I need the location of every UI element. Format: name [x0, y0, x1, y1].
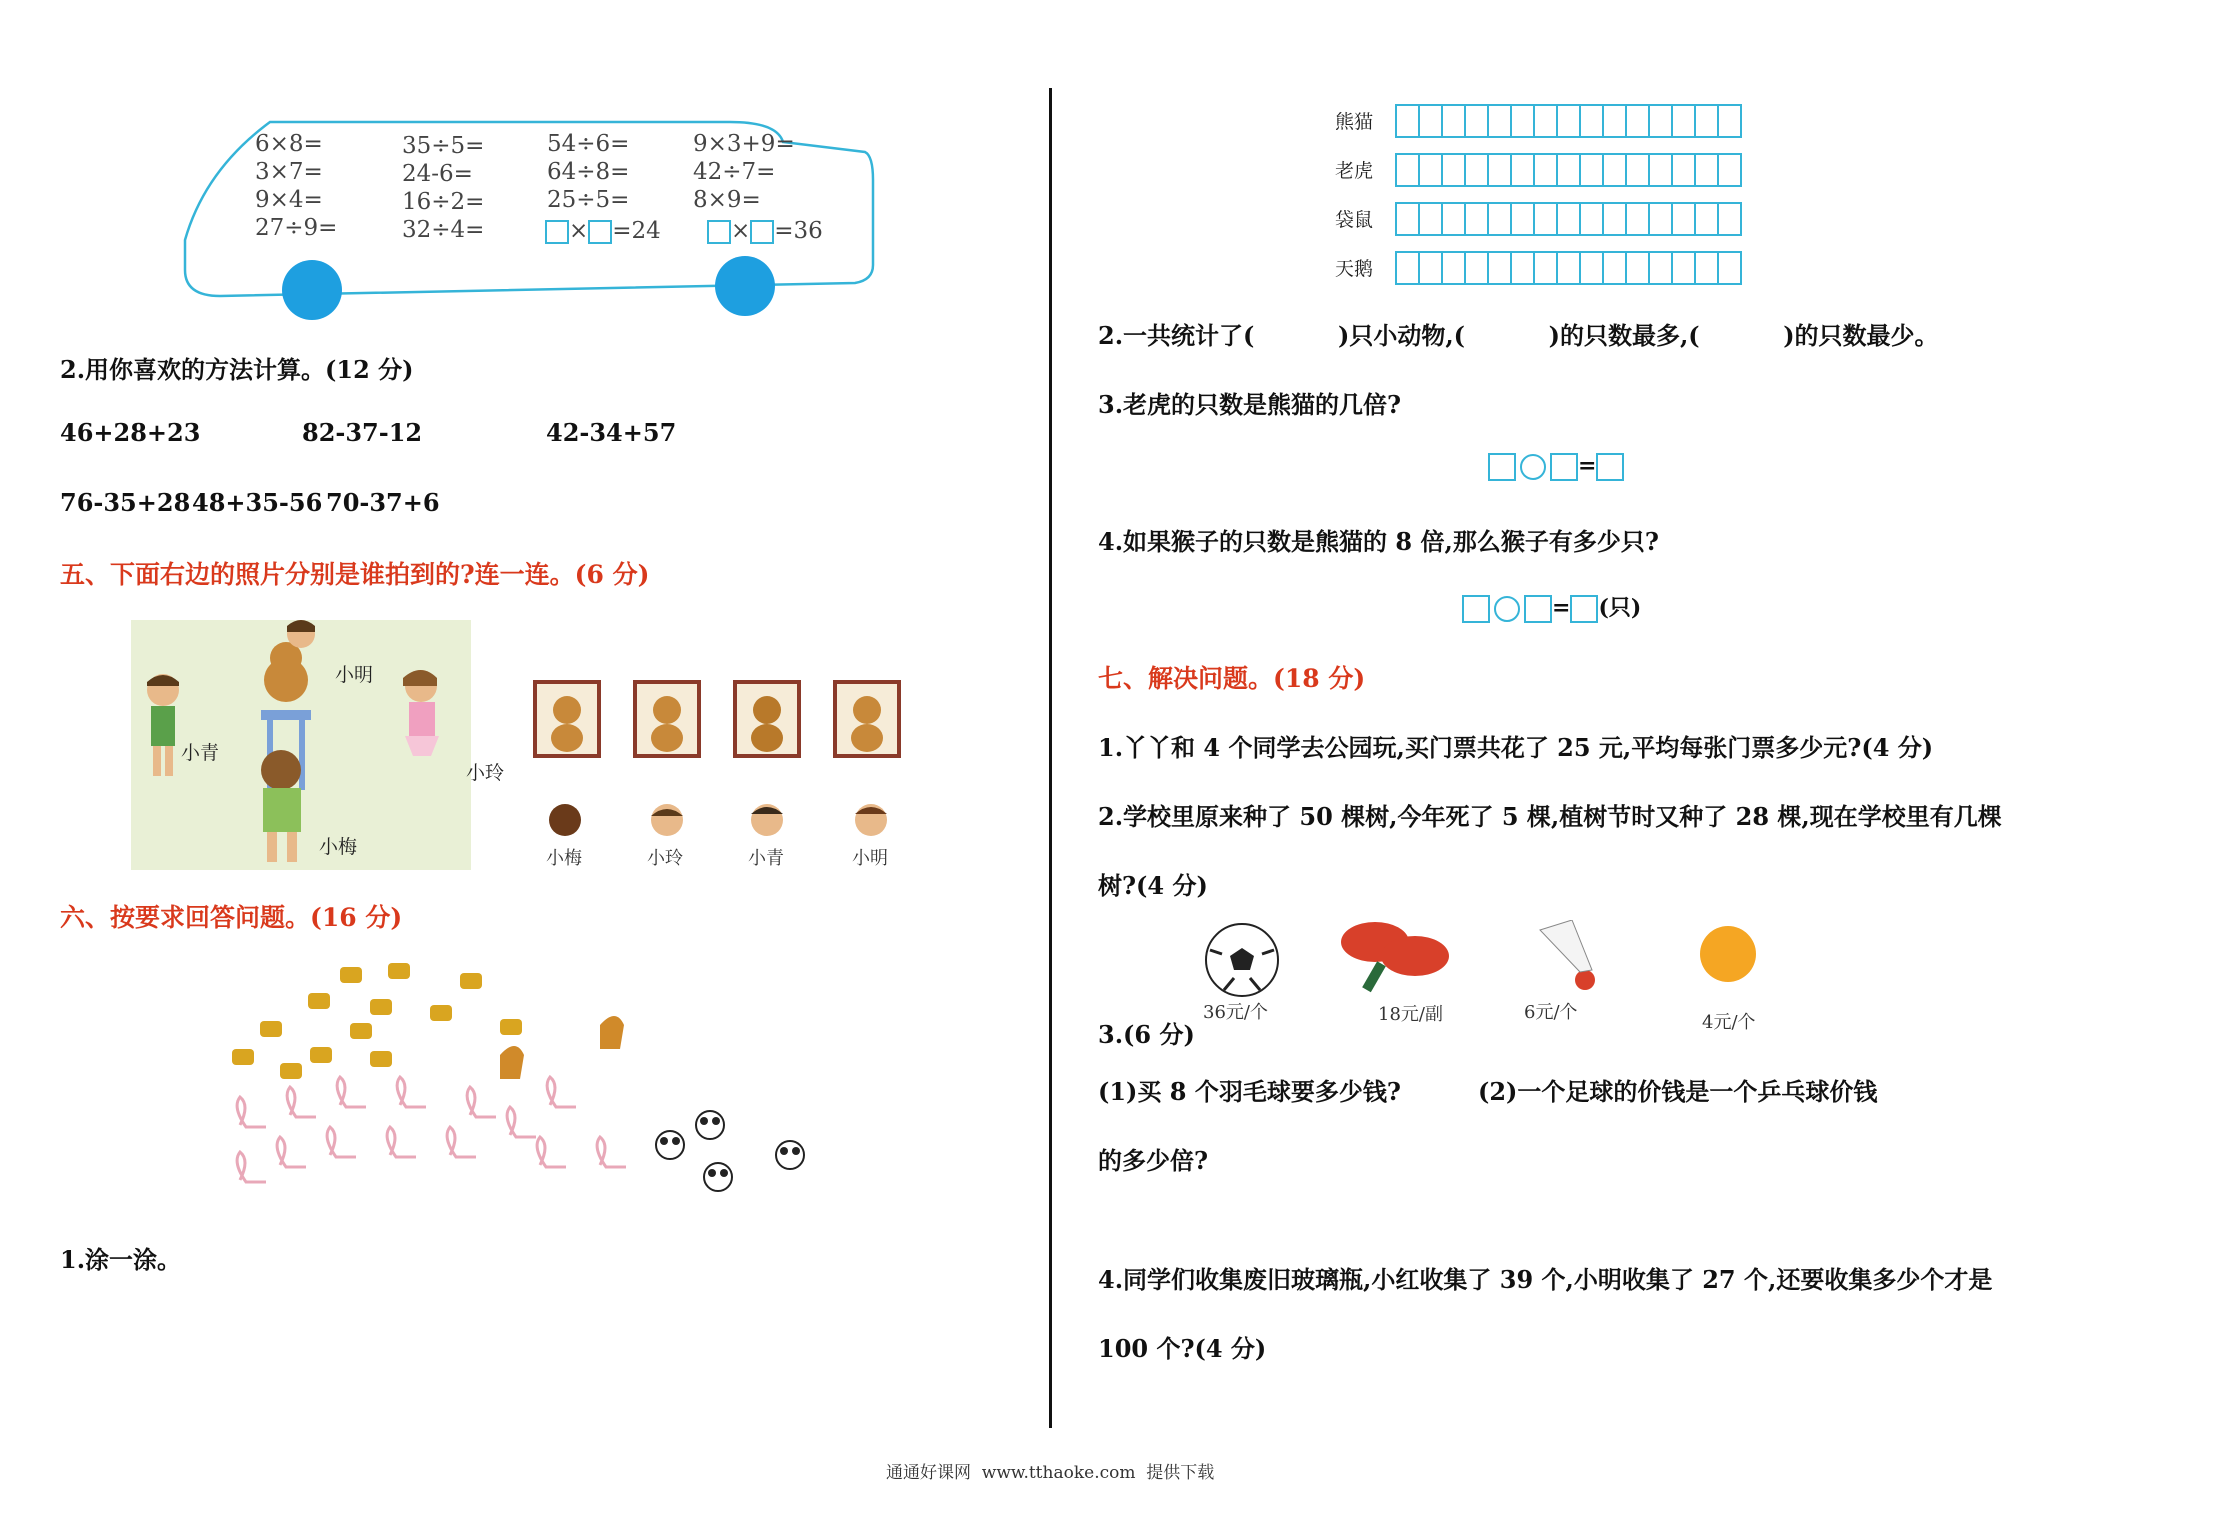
blank-box[interactable] — [545, 220, 569, 244]
tally-row — [1335, 152, 1742, 187]
q2-expr: 82-37-12 — [302, 418, 423, 447]
animal-illustration — [220, 955, 840, 1215]
bus-wheel-back — [715, 256, 775, 316]
bus-col-1: 6×8= 3×7= 9×4= 27÷9= — [255, 131, 338, 241]
q2-title: 2.用你喜欢的方法计算。(12 分) — [60, 355, 414, 384]
scene-label: 小玲 — [466, 762, 505, 784]
price-label: 18元/副 — [1378, 1004, 1443, 1025]
right-q4: 4.如果猴子的只数是熊猫的 8 倍,那么猴子有多少只? — [1098, 527, 1659, 556]
kid-heads — [545, 800, 925, 840]
scene-label: 小明 — [335, 664, 374, 686]
right-q3: 3.老虎的只数是熊猫的几倍? — [1098, 390, 1402, 419]
sports-items — [1200, 920, 1780, 1000]
tally-row — [1335, 201, 1742, 236]
answer-box[interactable] — [1488, 453, 1516, 481]
s7-q3: 3.(6 分) — [1098, 1020, 1195, 1049]
kid-heads-art — [545, 800, 925, 840]
bus-blank-2: × =36 — [707, 218, 823, 244]
photo-frame-1 — [535, 682, 599, 756]
blank-box[interactable] — [588, 220, 612, 244]
s7-q3-a: (1)买 8 个羽毛球要多少钱? — [1098, 1077, 1401, 1106]
q2-expr: 70-37+6 — [326, 488, 440, 517]
section-5-title: 五、下面右边的照片分别是谁拍到的?连一连。(6 分) — [60, 560, 650, 589]
s7-q2-line2: 树?(4 分) — [1098, 871, 1208, 900]
photo-frame-2 — [635, 682, 699, 756]
monkey-photos — [533, 680, 913, 760]
operator-circle[interactable] — [1520, 454, 1546, 480]
bus-figure — [175, 100, 875, 325]
s7-q4-line2: 100 个?(4 分) — [1098, 1334, 1267, 1363]
photo-row — [533, 680, 913, 760]
s7-q2-line1: 2.学校里原来种了 50 棵树,今年死了 5 棵,植树节时又种了 28 棵,现在学校里有几棵 — [1098, 802, 2002, 831]
blank-box[interactable] — [750, 220, 774, 244]
tally-label: 熊猫 — [1335, 111, 1374, 133]
paddle-icon — [1341, 922, 1449, 992]
tally-grid[interactable] — [1395, 251, 1742, 285]
tally-grid[interactable] — [1395, 153, 1742, 187]
s7-q1: 1.丫丫和 4 个同学去公园玩,买门票共花了 25 元,平均每张门票多少元?(4 分) — [1098, 733, 1934, 762]
tally-chart — [1335, 103, 1742, 285]
animal-group — [220, 955, 840, 1215]
tally-grid[interactable] — [1395, 104, 1742, 138]
right-q2: 2.一共统计了( )只小动物,( )的只数最多,( )的只数最少。 — [1098, 321, 1939, 350]
photo-frame-3 — [735, 682, 799, 756]
price-label: 36元/个 — [1203, 1002, 1268, 1023]
column-divider — [1049, 88, 1052, 1428]
bus-wheel-front — [282, 260, 342, 320]
answer-box[interactable] — [1462, 595, 1490, 623]
s7-q4-line1: 4.同学们收集废旧玻璃瓶,小红收集了 39 个,小明收集了 27 个,还要收集多少个才是 — [1098, 1265, 1993, 1294]
photo-scene — [131, 620, 471, 870]
s7-q3-b-line2: 的多少倍? — [1098, 1146, 1209, 1175]
pingpong-ball-icon — [1700, 926, 1756, 982]
tally-grid[interactable] — [1395, 202, 1742, 236]
answer-box[interactable] — [1596, 453, 1624, 481]
answer-box[interactable] — [1524, 595, 1552, 623]
q2-expr: 42-34+57 — [546, 418, 677, 447]
q2-expr: 46+28+23 — [60, 418, 201, 447]
tally-label: 老虎 — [1335, 160, 1374, 182]
scene-label: 小梅 — [319, 836, 358, 858]
answer-box[interactable] — [1570, 595, 1598, 623]
bus-col-2: 35÷5= 24-6= 16÷2= 32÷4= — [402, 133, 485, 243]
panda-group — [656, 1111, 804, 1191]
badminton-icon — [1540, 920, 1595, 990]
q2-expr: 76-35+28 — [60, 488, 191, 517]
tally-row — [1335, 250, 1742, 285]
scene-label: 小青 — [181, 742, 220, 764]
answer-box[interactable] — [1550, 453, 1578, 481]
photo-frame-4 — [835, 682, 899, 756]
section-7-title: 七、解决问题。(18 分) — [1098, 664, 1366, 693]
tally-label: 袋鼠 — [1335, 209, 1374, 231]
blank-box[interactable] — [707, 220, 731, 244]
footer: 通通好课网 www.tthaoke.com 提供下载 — [886, 1463, 1215, 1483]
kid-name: 小玲 — [647, 848, 683, 869]
kid-name: 小梅 — [546, 848, 582, 869]
q3-equation: = — [1488, 453, 1624, 481]
sports-art — [1200, 920, 1780, 1000]
bus-blank-1: × =24 — [545, 218, 661, 244]
price-label: 4元/个 — [1702, 1012, 1756, 1033]
bus-col-3: 54÷6= 64÷8= 25÷5= — [547, 131, 630, 213]
tally-label: 天鹅 — [1335, 258, 1374, 280]
soccer-ball-icon — [1206, 924, 1278, 996]
kid-name: 小明 — [852, 848, 888, 869]
s7-q3-b-line1: (2)一个足球的价钱是一个乒乓球价钱 — [1478, 1077, 1878, 1106]
bus-col-4: 9×3+9= 42÷7= 8×9= — [693, 131, 795, 213]
tally-row — [1335, 103, 1742, 138]
swan-group — [237, 1077, 626, 1182]
q2-expr: 48+35-56 — [192, 488, 323, 517]
operator-circle[interactable] — [1494, 596, 1520, 622]
kid-name: 小青 — [748, 848, 784, 869]
price-label: 6元/个 — [1524, 1002, 1578, 1023]
tiger-group — [232, 963, 522, 1079]
section-6-title: 六、按要求回答问题。(16 分) — [60, 903, 403, 932]
section-6-q1: 1.涂一涂。 — [60, 1245, 182, 1274]
q4-equation: = (只) — [1462, 591, 1641, 623]
